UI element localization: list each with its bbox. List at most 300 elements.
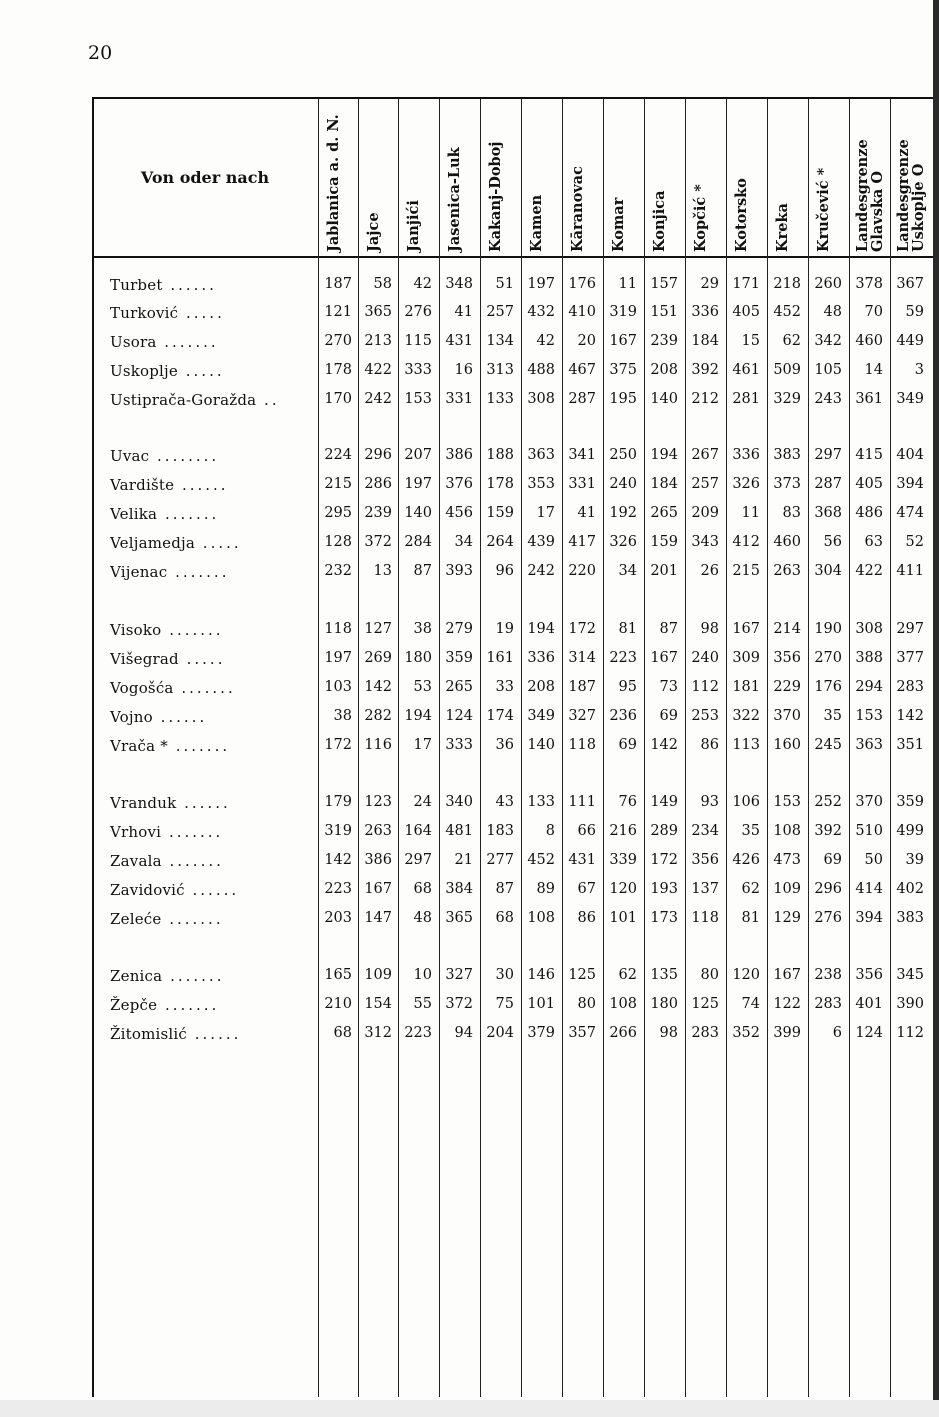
distance-cell: 365	[364, 304, 392, 320]
distance-cell: 379	[527, 1025, 555, 1041]
distance-cell: 203	[324, 910, 352, 926]
distance-cell: 312	[364, 1025, 392, 1041]
distance-cell: 336	[527, 650, 555, 666]
distance-cell: 147	[364, 910, 392, 926]
distance-cell: 109	[364, 967, 392, 983]
distance-cell: 394	[896, 476, 924, 492]
distance-cell: 164	[404, 823, 432, 839]
place-name: Vardište ......	[110, 476, 229, 494]
distance-cell: 326	[732, 476, 760, 492]
distance-cell: 405	[855, 476, 883, 492]
distance-cell: 42	[413, 276, 432, 292]
distance-cell: 319	[324, 823, 352, 839]
distance-cell: 467	[568, 362, 596, 378]
distance-cell: 74	[741, 996, 760, 1012]
distance-cell: 509	[773, 362, 801, 378]
place-name: Vojno ......	[110, 708, 208, 726]
distance-cell: 269	[364, 650, 392, 666]
distance-cell: 127	[364, 621, 392, 637]
distance-cell: 250	[609, 447, 637, 463]
distance-cell: 214	[773, 621, 801, 637]
distance-cell: 197	[324, 650, 352, 666]
distance-cell: 42	[536, 333, 555, 349]
distance-cell: 26	[700, 563, 719, 579]
distance-cell: 224	[324, 447, 352, 463]
distance-cell: 115	[404, 333, 432, 349]
distance-cell: 173	[650, 910, 678, 926]
distance-cell: 179	[324, 794, 352, 810]
distance-cell: 460	[773, 534, 801, 550]
distance-cell: 36	[495, 737, 514, 753]
place-name: Vranduk ......	[110, 794, 231, 812]
distance-cell: 296	[814, 881, 842, 897]
distance-cell: 62	[782, 333, 801, 349]
distance-cell: 101	[527, 996, 555, 1012]
distance-cell: 240	[691, 650, 719, 666]
distance-cell: 270	[814, 650, 842, 666]
place-name: Zenica .......	[110, 967, 225, 985]
distance-cell: 370	[773, 708, 801, 724]
distance-cell: 140	[527, 737, 555, 753]
column-header: Jablanica a. d. N.	[325, 114, 342, 252]
distance-cell: 184	[691, 333, 719, 349]
distance-cell: 349	[896, 391, 924, 407]
distance-cell: 452	[527, 852, 555, 868]
place-name: Žepče .......	[110, 996, 220, 1014]
distance-cell: 267	[691, 447, 719, 463]
distance-cell: 208	[527, 679, 555, 695]
distance-cell: 486	[855, 505, 883, 521]
distance-cell: 33	[495, 679, 514, 695]
distance-cell: 172	[568, 621, 596, 637]
distance-cell: 62	[618, 967, 637, 983]
place-name: Ustiprača-Goražda ..	[110, 391, 280, 409]
distance-cell: 297	[404, 852, 432, 868]
distance-cell: 287	[568, 391, 596, 407]
corner-label: Von oder nach	[140, 168, 270, 187]
distance-cell: 313	[486, 362, 514, 378]
distance-cell: 59	[905, 304, 924, 320]
distance-cell: 456	[445, 505, 473, 521]
distance-cell: 351	[896, 737, 924, 753]
distance-cell: 14	[864, 362, 883, 378]
distance-cell: 170	[324, 391, 352, 407]
distance-cell: 392	[814, 823, 842, 839]
distance-cell: 172	[324, 737, 352, 753]
scan-footer	[0, 1400, 939, 1417]
distance-cell: 142	[650, 737, 678, 753]
distance-cell: 41	[577, 505, 596, 521]
distance-cell: 499	[896, 823, 924, 839]
distance-cell: 112	[691, 679, 719, 695]
distance-cell: 336	[732, 447, 760, 463]
distance-cell: 187	[324, 276, 352, 292]
place-name: Žitomislić ......	[110, 1025, 242, 1043]
distance-cell: 363	[855, 737, 883, 753]
distance-cell: 128	[324, 534, 352, 550]
distance-cell: 309	[732, 650, 760, 666]
distance-cell: 69	[823, 852, 842, 868]
distance-cell: 415	[855, 447, 883, 463]
place-name: Velika .......	[110, 505, 220, 523]
column-header: Kotorsko	[733, 178, 750, 252]
place-name: Vrhovi .......	[110, 823, 224, 841]
distance-cell: 20	[577, 333, 596, 349]
distance-cell: 11	[618, 276, 637, 292]
distance-cell: 197	[527, 276, 555, 292]
distance-cell: 370	[855, 794, 883, 810]
distance-cell: 122	[773, 996, 801, 1012]
distance-cell: 176	[814, 679, 842, 695]
distance-cell: 167	[364, 881, 392, 897]
distance-cell: 383	[773, 447, 801, 463]
distance-cell: 348	[445, 276, 473, 292]
distance-cell: 460	[855, 333, 883, 349]
column-header: Komar	[610, 197, 627, 252]
distance-cell: 98	[700, 621, 719, 637]
distance-cell: 297	[814, 447, 842, 463]
column-header: Jasenica-Luk	[446, 147, 463, 252]
distance-cell: 410	[568, 304, 596, 320]
distance-cell: 63	[864, 534, 883, 550]
distance-cell: 29	[700, 276, 719, 292]
distance-cell: 103	[324, 679, 352, 695]
distance-cell: 402	[896, 881, 924, 897]
distance-cell: 232	[324, 563, 352, 579]
distance-cell: 35	[823, 708, 842, 724]
distance-cell: 153	[855, 708, 883, 724]
distance-cell: 89	[536, 881, 555, 897]
distance-cell: 245	[814, 737, 842, 753]
distance-cell: 193	[650, 881, 678, 897]
distance-cell: 253	[691, 708, 719, 724]
distance-cell: 118	[691, 910, 719, 926]
distance-cell: 204	[486, 1025, 514, 1041]
distance-cell: 52	[905, 534, 924, 550]
distance-cell: 263	[364, 823, 392, 839]
distance-cell: 137	[691, 881, 719, 897]
distance-cell: 194	[527, 621, 555, 637]
distance-cell: 50	[864, 852, 883, 868]
distance-cell: 265	[445, 679, 473, 695]
distance-cell: 405	[732, 304, 760, 320]
distance-cell: 359	[896, 794, 924, 810]
distance-cell: 70	[864, 304, 883, 320]
distance-cell: 68	[333, 1025, 352, 1041]
distance-cell: 24	[413, 794, 432, 810]
distance-cell: 276	[404, 304, 432, 320]
distance-cell: 112	[896, 1025, 924, 1041]
distance-cell: 367	[896, 276, 924, 292]
distance-cell: 376	[445, 476, 473, 492]
distance-cell: 68	[495, 910, 514, 926]
distance-cell: 296	[364, 447, 392, 463]
distance-cell: 174	[486, 708, 514, 724]
distance-cell: 83	[782, 505, 801, 521]
distance-cell: 210	[324, 996, 352, 1012]
distance-cell: 19	[495, 621, 514, 637]
distance-cell: 384	[445, 881, 473, 897]
distance-cell: 283	[896, 679, 924, 695]
distance-cell: 133	[527, 794, 555, 810]
distance-cell: 62	[741, 881, 760, 897]
distance-cell: 331	[568, 476, 596, 492]
distance-cell: 383	[896, 910, 924, 926]
place-name: Vijenac .......	[110, 563, 230, 581]
distance-cell: 197	[404, 476, 432, 492]
distance-cell: 80	[577, 996, 596, 1012]
distance-cell: 340	[445, 794, 473, 810]
distance-cell: 108	[527, 910, 555, 926]
distance-cell: 194	[650, 447, 678, 463]
distance-cell: 188	[486, 447, 514, 463]
distance-cell: 73	[659, 679, 678, 695]
distance-cell: 17	[536, 505, 555, 521]
distance-cell: 167	[732, 621, 760, 637]
distance-cell: 140	[650, 391, 678, 407]
distance-cell: 308	[855, 621, 883, 637]
distance-cell: 124	[445, 708, 473, 724]
distance-cell: 393	[445, 563, 473, 579]
distance-cell: 357	[568, 1025, 596, 1041]
distance-cell: 361	[855, 391, 883, 407]
distance-cell: 281	[732, 391, 760, 407]
scan-edge	[933, 0, 939, 1417]
distance-cell: 282	[364, 708, 392, 724]
distance-cell: 207	[404, 447, 432, 463]
distance-cell: 48	[823, 304, 842, 320]
distance-cell: 165	[324, 967, 352, 983]
distance-cell: 386	[445, 447, 473, 463]
distance-cell: 80	[700, 967, 719, 983]
distance-cell: 295	[324, 505, 352, 521]
distance-cell: 17	[413, 737, 432, 753]
distance-cell: 431	[445, 333, 473, 349]
distance-cell: 394	[855, 910, 883, 926]
distance-cell: 159	[650, 534, 678, 550]
distance-cell: 229	[773, 679, 801, 695]
place-name: Visoko .......	[110, 621, 224, 639]
distance-cell: 192	[609, 505, 637, 521]
distance-cell: 167	[773, 967, 801, 983]
distance-cell: 106	[732, 794, 760, 810]
distance-cell: 81	[618, 621, 637, 637]
distance-cell: 331	[445, 391, 473, 407]
distance-cell: 120	[609, 881, 637, 897]
distance-cell: 51	[495, 276, 514, 292]
distance-cell: 263	[773, 563, 801, 579]
distance-cell: 341	[568, 447, 596, 463]
column-header: Kopčić *	[692, 184, 709, 252]
column-header: Kreka	[774, 203, 791, 252]
distance-cell: 286	[364, 476, 392, 492]
distance-cell: 55	[413, 996, 432, 1012]
distance-cell: 287	[814, 476, 842, 492]
distance-cell: 279	[445, 621, 473, 637]
distance-cell: 86	[700, 737, 719, 753]
distance-cell: 461	[732, 362, 760, 378]
distance-cell: 35	[741, 823, 760, 839]
distance-cell: 178	[486, 476, 514, 492]
distance-cell: 208	[650, 362, 678, 378]
distance-cell: 133	[486, 391, 514, 407]
distance-cell: 329	[773, 391, 801, 407]
distance-cell: 56	[823, 534, 842, 550]
distance-cell: 218	[773, 276, 801, 292]
distance-cell: 101	[609, 910, 637, 926]
distance-cell: 108	[773, 823, 801, 839]
distance-cell: 372	[445, 996, 473, 1012]
distance-cell: 68	[413, 881, 432, 897]
distance-cell: 116	[364, 737, 392, 753]
distance-cell: 373	[773, 476, 801, 492]
distance-cell: 392	[691, 362, 719, 378]
distance-cell: 223	[404, 1025, 432, 1041]
distance-cell: 353	[527, 476, 555, 492]
distance-cell: 294	[855, 679, 883, 695]
distance-cell: 260	[814, 276, 842, 292]
distance-cell: 342	[814, 333, 842, 349]
distance-cell: 121	[324, 304, 352, 320]
distance-cell: 161	[486, 650, 514, 666]
distance-cell: 118	[324, 621, 352, 637]
distance-cell: 452	[773, 304, 801, 320]
distance-cell: 265	[650, 505, 678, 521]
distance-cell: 142	[324, 852, 352, 868]
distance-cell: 390	[896, 996, 924, 1012]
distance-cell: 234	[691, 823, 719, 839]
distance-cell: 87	[413, 563, 432, 579]
distance-cell: 184	[650, 476, 678, 492]
distance-cell: 473	[773, 852, 801, 868]
distance-cell: 76	[618, 794, 637, 810]
header-rule	[92, 256, 939, 258]
distance-cell: 242	[364, 391, 392, 407]
place-name: Usora .......	[110, 333, 219, 351]
distance-cell: 134	[486, 333, 514, 349]
column-header: Kručević *	[815, 167, 832, 252]
distance-cell: 178	[324, 362, 352, 378]
distance-cell: 69	[618, 737, 637, 753]
distance-cell: 439	[527, 534, 555, 550]
distance-cell: 257	[691, 476, 719, 492]
place-name: Turbet ......	[110, 276, 217, 294]
distance-cell: 190	[814, 621, 842, 637]
distance-cell: 195	[609, 391, 637, 407]
distance-cell: 81	[741, 910, 760, 926]
distance-cell: 58	[373, 276, 392, 292]
distance-cell: 326	[609, 534, 637, 550]
distance-cell: 297	[896, 621, 924, 637]
distance-cell: 327	[568, 708, 596, 724]
place-name: Višegrad .....	[110, 650, 226, 668]
distance-cell: 105	[814, 362, 842, 378]
distance-cell: 266	[609, 1025, 637, 1041]
distance-cell: 87	[659, 621, 678, 637]
distance-cell: 322	[732, 708, 760, 724]
distance-cell: 120	[732, 967, 760, 983]
distance-cell: 87	[495, 881, 514, 897]
distance-cell: 180	[650, 996, 678, 1012]
distance-cell: 372	[364, 534, 392, 550]
distance-cell: 142	[364, 679, 392, 695]
distance-cell: 215	[324, 476, 352, 492]
distance-cell: 69	[659, 708, 678, 724]
distance-cell: 16	[454, 362, 473, 378]
distance-cell: 216	[609, 823, 637, 839]
distance-cell: 378	[855, 276, 883, 292]
distance-cell: 488	[527, 362, 555, 378]
distance-cell: 108	[609, 996, 637, 1012]
distance-cell: 66	[577, 823, 596, 839]
place-name: Uvac ........	[110, 447, 220, 465]
distance-cell: 336	[691, 304, 719, 320]
column-header: Janjići	[405, 200, 422, 252]
distance-cell: 176	[568, 276, 596, 292]
distance-cell: 481	[445, 823, 473, 839]
distance-cell: 474	[896, 505, 924, 521]
distance-cell: 412	[732, 534, 760, 550]
distance-cell: 319	[609, 304, 637, 320]
distance-cell: 510	[855, 823, 883, 839]
distance-cell: 426	[732, 852, 760, 868]
distance-cell: 223	[324, 881, 352, 897]
distance-cell: 283	[814, 996, 842, 1012]
distance-cell: 236	[609, 708, 637, 724]
distance-cell: 96	[495, 563, 514, 579]
place-name: Veljamedja .....	[110, 534, 242, 552]
distance-cell: 123	[364, 794, 392, 810]
distance-cell: 125	[691, 996, 719, 1012]
distance-cell: 308	[527, 391, 555, 407]
distance-cell: 181	[732, 679, 760, 695]
distance-cell: 113	[732, 737, 760, 753]
distance-cell: 39	[905, 852, 924, 868]
distance-cell: 365	[445, 910, 473, 926]
distance-cell: 417	[568, 534, 596, 550]
place-name: Uskoplje .....	[110, 362, 225, 380]
distance-cell: 10	[413, 967, 432, 983]
column-header: Kamen	[528, 194, 545, 252]
distance-cell: 67	[577, 881, 596, 897]
distance-cell: 149	[650, 794, 678, 810]
column-header: Jajce	[365, 212, 382, 252]
distance-cell: 38	[413, 621, 432, 637]
distance-cell: 118	[568, 737, 596, 753]
distance-cell: 151	[650, 304, 678, 320]
distance-cell: 135	[650, 967, 678, 983]
distance-cell: 172	[650, 852, 678, 868]
distance-cell: 277	[486, 852, 514, 868]
distance-cell: 187	[568, 679, 596, 695]
distance-cell: 276	[814, 910, 842, 926]
distance-cell: 238	[814, 967, 842, 983]
place-name: Zavala .......	[110, 852, 224, 870]
distance-cell: 264	[486, 534, 514, 550]
place-name: Zeleće .......	[110, 910, 224, 928]
place-name: Vrača * .......	[110, 737, 231, 755]
distance-cell: 289	[650, 823, 678, 839]
distance-cell: 414	[855, 881, 883, 897]
distance-cell: 252	[814, 794, 842, 810]
distance-cell: 30	[495, 967, 514, 983]
distance-cell: 98	[659, 1025, 678, 1041]
distance-cell: 13	[373, 563, 392, 579]
distance-cell: 239	[364, 505, 392, 521]
distance-cell: 359	[445, 650, 473, 666]
distance-cell: 194	[404, 708, 432, 724]
distance-cell: 183	[486, 823, 514, 839]
